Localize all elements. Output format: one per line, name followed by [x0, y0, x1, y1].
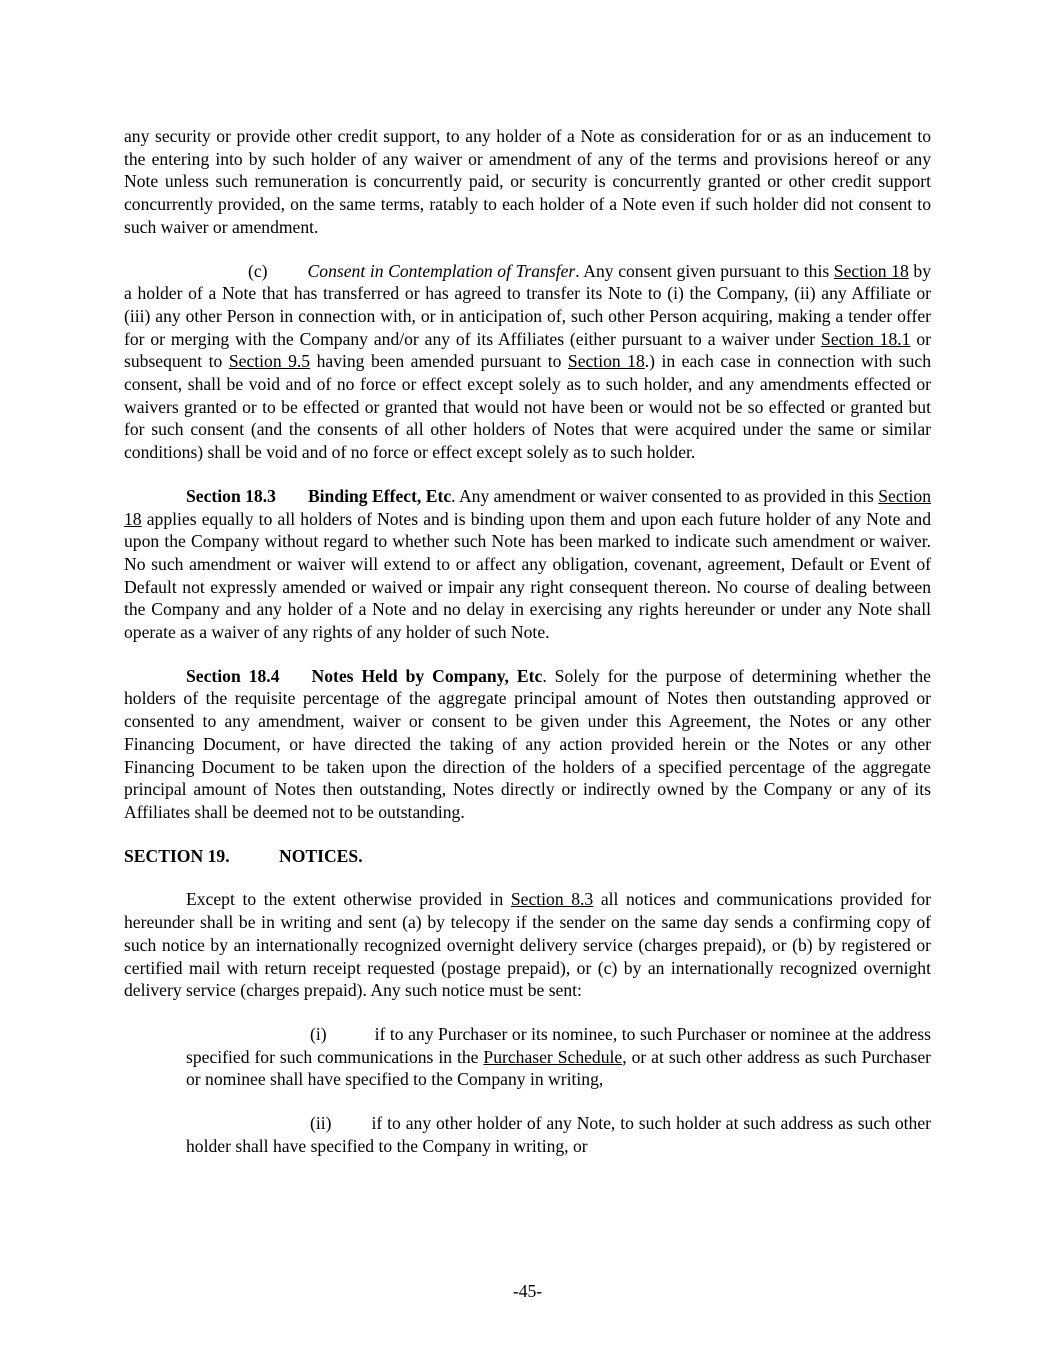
clause-label: (c) [248, 260, 268, 281]
section-ref-link: Section 18 [833, 260, 909, 281]
page-number: -45- [512, 1281, 543, 1301]
section-title: Notes Held by Company, Etc [311, 665, 543, 686]
clause-title: Consent in Contemplation of Transfer [307, 260, 576, 281]
section-ref-link: Section 18 [567, 351, 645, 372]
paragraph-18-2-c: (c) Consent in Contemplation of Transfer. Any consent given pursuant to this Section 18 by a holder of a Note that has transferred or has agreed to transfer its Note to (i) the Company, (ii) any Affiliate or (iii) any other Person in connection with, or in anticipation of, such other Person acquiring, making a tender offer for or merging with the Company and/or any of its Affiliates (either pursuant to a waiver under Section 18.1 or subsequent to Section 9.5 having been amended pursuant to Section 18.) in each case in connection with such consent, shall be void and of no force or effect except solely as to such holder, and any amendments effected or waivers granted or to be effected or granted that would not have been or would not be so effected or granted but for such consent (and the consents of all other holders of Notes that were acquired under the same or similar conditions) shall be void and of no force or effect except solely as to such holder. [124, 260, 932, 463]
paragraph-notices: Except to the extent otherwise provided in Section 8.3 all notices and communications provided for hereunder shall be in writing and sent (a) by telecopy if the sender on the same day sends a confirming copy of such notice by an internationally recognized overnight delivery service (charges prepaid), or (b) by registered or certified mail with return receipt requested (postage prepaid), or (c) by an internationally recognized overnight delivery service (charges prepaid). Any such notice must be sent: [124, 889, 931, 1001]
item-label: (i) [310, 1023, 327, 1044]
section-ref-link: Section 9.5 [228, 351, 311, 372]
document-page [124, 125, 931, 1157]
paragraph-intro: any security or provide other credit support, to any holder of a Note as consideration for or as an inducement to the entering into by such holder of any waiver or amendment of any of the terms and provisions hereof or any Note unless such remuneration is concurrently paid, or security is concurrently granted or other credit support concurrently provided, on the same terms, ratably to each holder of a Note even if such holder did not consent to such waiver or amendment. [124, 126, 931, 237]
item-label: (ii) [310, 1113, 332, 1134]
section-19-heading [124, 845, 931, 868]
schedule-ref-link: Purchaser Schedule [483, 1046, 623, 1067]
section-number: Section 18.4 [186, 665, 280, 686]
section-title: Binding Effect, Etc [307, 485, 452, 506]
section-title: NOTICES. [279, 845, 363, 866]
section-number: SECTION 19. [124, 845, 230, 866]
list-item-i: (i) if to any Purchaser or its nominee, to such Purchaser or nominee at the address specified for such communications in the Purchaser Schedule, or at such other address as such Purchaser or nominee shall have specified to the Company in writing, [186, 1023, 931, 1090]
section-ref-link: Section 8.3 [510, 889, 594, 910]
section-18-3: Section 18.3 Binding Effect, Etc. Any amendment or waiver consented to as provided in this Section 18 applies equally to all holders of Notes and is binding upon them and upon each future holder of any Note and upon the Company without regard to whether such Note has been marked to indicate such amendment or waiver. No such amendment or waiver will extend to or affect any obligation, covenant, agreement, Default or Event of Default not expressly amended or waived or impair any right consequent thereon. No course of dealing between the Company and any holder of a Note and no delay in exercising any rights hereunder or under any Note shall operate as a waiver of any rights of any holder of such Note. [124, 485, 932, 643]
section-ref-link: Section 18.1 [821, 328, 911, 349]
section-number: Section 18.3 [186, 485, 276, 506]
section-ref-link: Section 18 [124, 485, 932, 529]
section-18-4: Section 18.4 Notes Held by Company, Etc. Solely for the purpose of determining whether the holders of the requisite percentage of the aggregate principal amount of Notes then outstanding approved or consented to any amendment, waiver or consent to be given under this Agreement, the Notes or any other Financing Document, or have directed the taking of any action provided herein or the Notes or any other Financing Document to be taken upon the direction of the holders of a specified percentage of the aggregate principal amount of Notes then outstanding, Notes directly or indirectly owned by the Company or any of its Affiliates shall be deemed not to be outstanding. [124, 665, 931, 822]
list-item-ii: (ii) if to any other holder of any Note, to such holder at such address as such other holder shall have specified to the Company in writing, or [186, 1113, 931, 1156]
